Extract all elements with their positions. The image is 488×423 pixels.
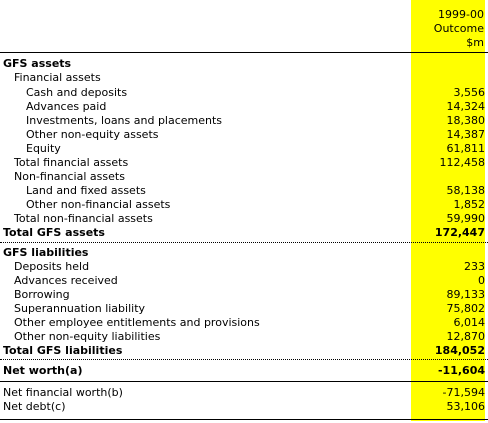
- row-label: Net financial worth(b): [3, 386, 123, 399]
- row-value: 1,852: [453, 198, 485, 211]
- row-value: 112,458: [439, 156, 485, 169]
- row-label: Investments, loans and placements: [26, 114, 223, 127]
- row-label: Advances paid: [26, 100, 107, 113]
- table-row: [0, 142, 488, 156]
- table-row: [0, 274, 488, 288]
- row-value: 12,870: [446, 330, 485, 343]
- table-row-grand-total: [0, 344, 488, 358]
- table-bottom-border: [0, 419, 488, 420]
- table-row: [0, 184, 488, 198]
- row-value: 61,811: [446, 142, 485, 155]
- row-label: Deposits held: [14, 260, 90, 273]
- row-label: Total non-financial assets: [14, 212, 153, 225]
- table-row: [0, 114, 488, 128]
- table-row: [0, 316, 488, 330]
- table-row: [0, 288, 488, 302]
- table-row: [0, 386, 488, 400]
- row-label: GFS liabilities: [3, 246, 89, 259]
- section-divider: [0, 242, 488, 243]
- row-label: Other employee entitlements and provisions: [14, 316, 260, 329]
- row-value: 75,802: [446, 302, 485, 315]
- row-value: -71,594: [442, 386, 485, 399]
- row-label: Other non-equity assets: [26, 128, 159, 141]
- row-value: 6,014: [453, 316, 485, 329]
- column-header-year: 1999-00: [438, 8, 484, 21]
- column-header-unit: $m: [466, 36, 484, 49]
- row-label: Borrowing: [14, 288, 70, 301]
- row-label: Total GFS liabilities: [3, 344, 123, 357]
- table-row: [0, 100, 488, 114]
- header-divider: [0, 52, 488, 53]
- row-label: Land and fixed assets: [26, 184, 146, 197]
- row-label: Equity: [26, 142, 61, 155]
- row-value: 18,380: [446, 114, 485, 127]
- row-value: 14,324: [446, 100, 485, 113]
- section-divider: [0, 359, 488, 360]
- row-label: GFS assets: [3, 57, 72, 70]
- row-label: Non-financial assets: [14, 170, 125, 183]
- row-label: Financial assets: [14, 71, 101, 84]
- row-label: Total financial assets: [14, 156, 129, 169]
- row-value: 59,990: [446, 212, 485, 225]
- row-value: 14,387: [446, 128, 485, 141]
- row-label: Other non-financial assets: [26, 198, 171, 211]
- table-row-grand-total: [0, 226, 488, 240]
- section-heading-gfs-assets: [0, 57, 488, 71]
- row-label: Net debt(c): [3, 400, 66, 413]
- row-value: 53,106: [446, 400, 485, 413]
- subheading-financial-assets: [0, 71, 488, 85]
- row-label: Advances received: [14, 274, 118, 287]
- row-value: 172,447: [434, 226, 485, 239]
- row-value: -11,604: [437, 364, 485, 377]
- table-row-net-worth: [0, 364, 488, 378]
- row-value: 89,133: [446, 288, 485, 301]
- table-row: [0, 330, 488, 344]
- table-row-total: [0, 156, 488, 170]
- table-row: [0, 260, 488, 274]
- row-value: 0: [478, 274, 485, 287]
- row-value: 58,138: [446, 184, 485, 197]
- row-value: 3,556: [453, 86, 485, 99]
- section-heading-gfs-liabilities: [0, 246, 488, 260]
- column-header-outcome: Outcome: [433, 22, 484, 35]
- subheading-non-financial-assets: [0, 170, 488, 184]
- row-label: Net worth(a): [3, 364, 83, 377]
- section-divider: [0, 381, 488, 382]
- table-row-total: [0, 212, 488, 226]
- table-row: [0, 400, 488, 414]
- row-label: Superannuation liability: [14, 302, 146, 315]
- table-row: [0, 302, 488, 316]
- row-label: Total GFS assets: [3, 226, 105, 239]
- table-row: [0, 198, 488, 212]
- row-value: 184,052: [434, 344, 485, 357]
- row-label: Other non-equity liabilities: [14, 330, 161, 343]
- row-value: 233: [464, 260, 485, 273]
- table-row: [0, 86, 488, 100]
- table-row: [0, 128, 488, 142]
- row-label: Cash and deposits: [26, 86, 128, 99]
